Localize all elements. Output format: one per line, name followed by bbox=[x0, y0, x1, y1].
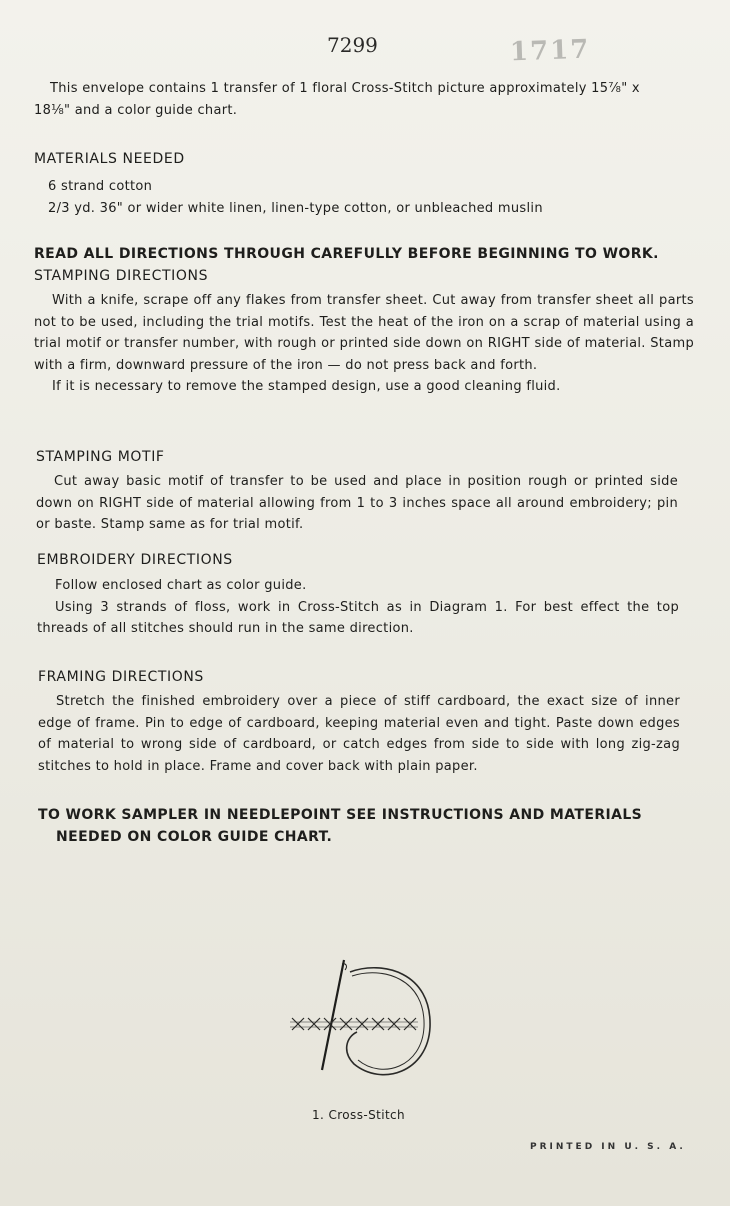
materials-item: 6 strand cotton bbox=[48, 179, 153, 194]
embroidery-directions-paragraph: Follow enclosed chart as color guide. bbox=[55, 578, 307, 593]
intro-text: This envelope contains 1 transfer of 1 floral Cross-Stitch picture approximately 15⅞" x 18⅛" and a color guide chart. bbox=[34, 81, 640, 118]
stamping-directions-heading: STAMPING DIRECTIONS bbox=[34, 268, 209, 284]
diagram-caption: 1. Cross-Stitch bbox=[312, 1108, 406, 1122]
stamping-directions-paragraph: With a knife, scrape off any flakes from transfer sheet. Cut away from transfer sheet all parts not to be used, including the trial motifs. Test the heat of the iron on a scrap of material using a trial motif or transfer number, with rough or printed side down on RIGHT side of material. Stamp with a firm, downward pressure of the iron — do not press back and forth. bbox=[34, 293, 694, 373]
framing-directions-section bbox=[38, 666, 680, 777]
needle-cross-stitch-icon bbox=[282, 952, 442, 1102]
stamping-motif-paragraph: Cut away basic motif of transfer to be used and place in position rough or printed side down on RIGHT side of material allowing from 1 to 3 inches space all around embroidery; pin or baste. Stamp same as for trial motif. bbox=[36, 474, 678, 532]
materials-section bbox=[34, 148, 674, 219]
stamping-motif-heading: STAMPING MOTIF bbox=[36, 449, 165, 465]
materials-item: 2/3 yd. 36" or wider white linen, linen-type cotton, or unbleached muslin bbox=[48, 200, 543, 216]
stamped-number: 1717 bbox=[509, 34, 591, 68]
needlepoint-note: TO WORK SAMPLER IN NEEDLEPOINT SEE INSTRUCTIONS AND MATERIALS NEEDED ON COLOR GUIDE CHART. bbox=[38, 807, 643, 845]
embroidery-directions-section bbox=[37, 549, 679, 640]
read-all-warning: READ ALL DIRECTIONS THROUGH CAREFULLY BEFORE BEGINNING TO WORK. bbox=[34, 246, 659, 262]
materials-heading: MATERIALS NEEDED bbox=[34, 151, 185, 167]
framing-directions-paragraph: Stretch the finished embroidery over a piece of stiff cardboard, the exact size of inner edge of frame. Pin to edge of cardboard, keeping material even and tight. Paste down edges of material to wrong side of cardboard, or catch edges from side to side with long zig-zag stitches to hold in place. Frame and cover back with plain paper. bbox=[38, 694, 680, 774]
framing-directions-heading: FRAMING DIRECTIONS bbox=[38, 669, 204, 685]
embroidery-directions-paragraph: Using 3 strands of floss, work in Cross-Stitch as in Diagram 1. For best effect the top threads of all stitches should run in the same direction. bbox=[37, 599, 679, 636]
embroidery-directions-heading: EMBROIDERY DIRECTIONS bbox=[37, 552, 233, 568]
pattern-number: 7299 bbox=[327, 33, 378, 57]
stamping-motif-section bbox=[36, 446, 678, 536]
printed-in-usa: PRINTED IN U. S. A. bbox=[530, 1142, 686, 1152]
stamping-directions-paragraph: If it is necessary to remove the stamped design, use a good cleaning fluid. bbox=[52, 379, 561, 394]
stamping-directions-section bbox=[34, 243, 694, 398]
